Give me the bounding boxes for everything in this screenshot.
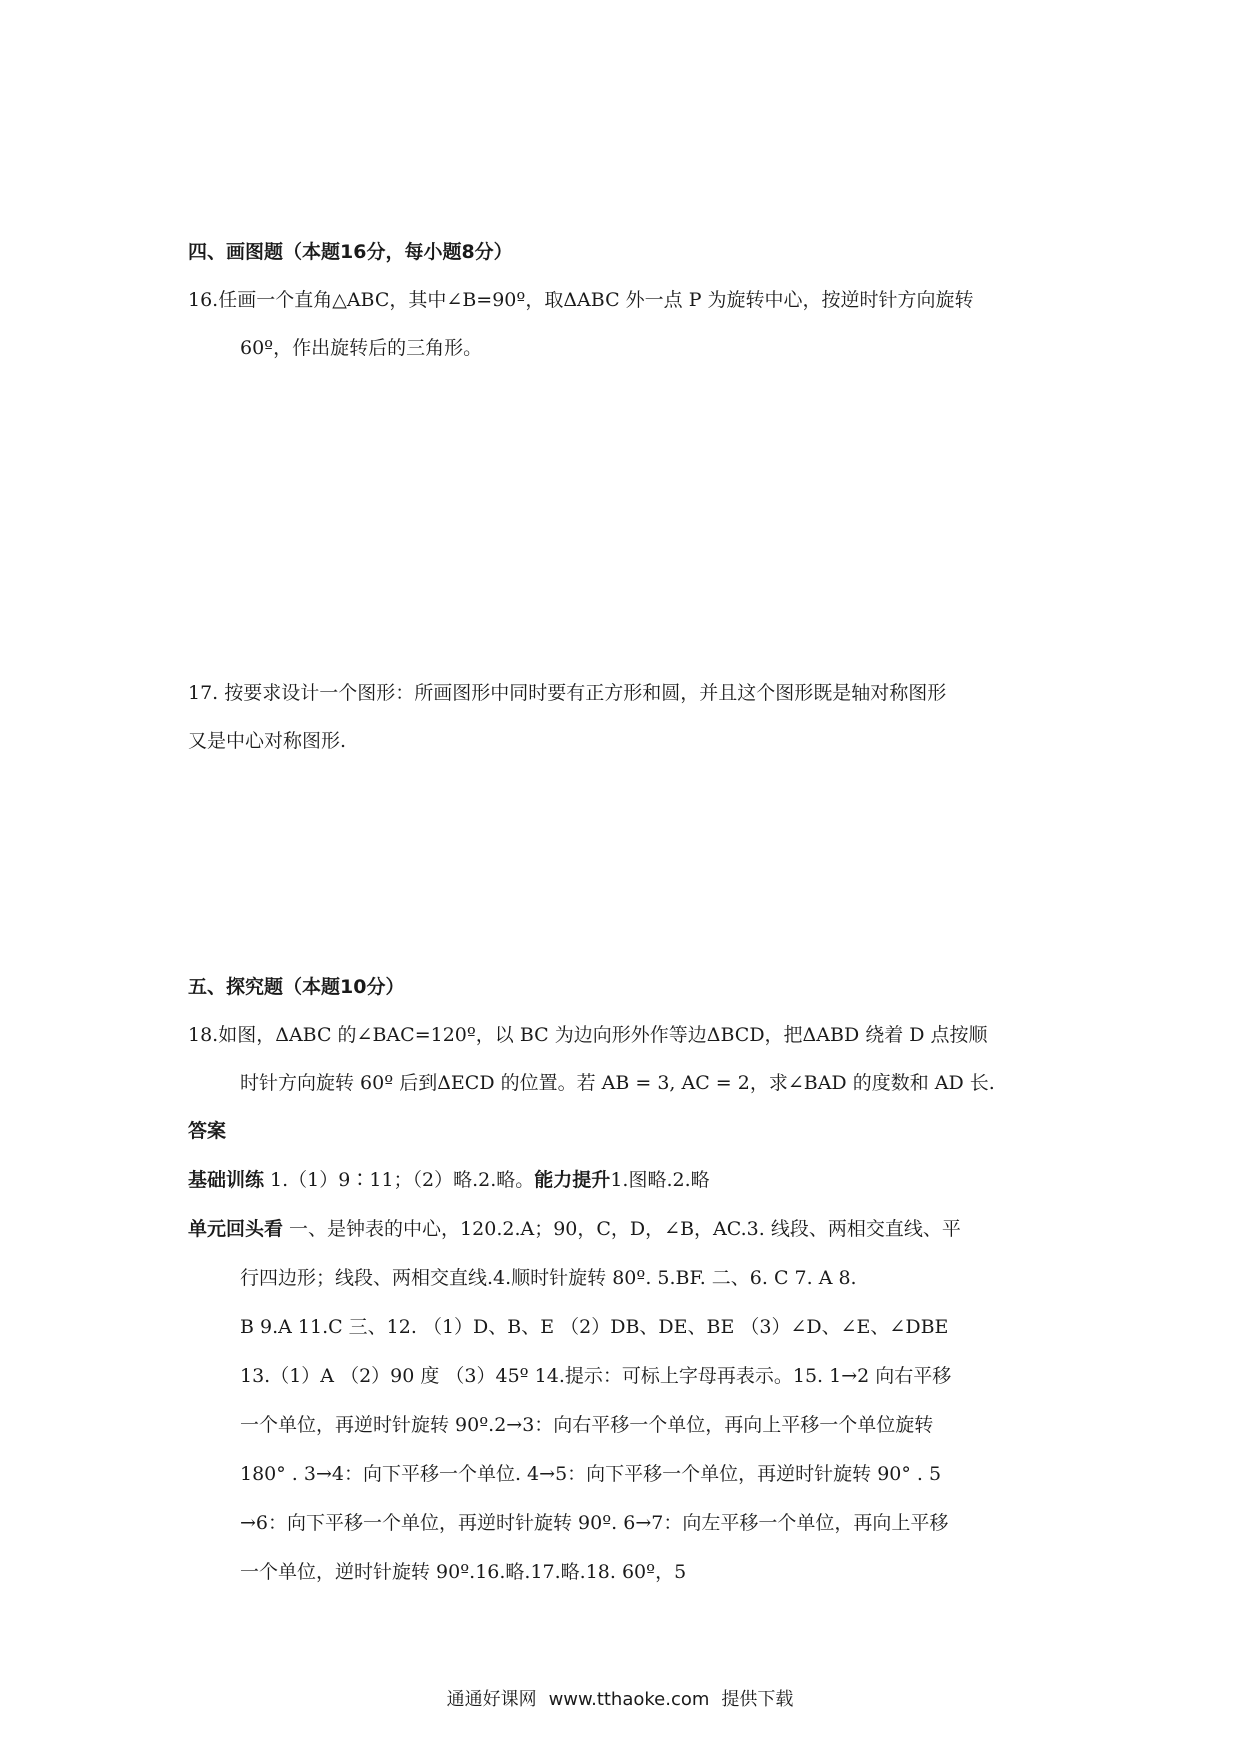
question-17-line2: 又是中心对称图形. [188, 730, 347, 752]
review-text-line1: 一、是钟表的中心，120.2.A；90，C，D，∠B，AC.3. 线段、两相交直线、平 [283, 1218, 961, 1240]
question-17-line1: 17. 按要求设计一个图形：所画图形中同时要有正方形和圆，并且这个图形既是轴对称图形 [188, 682, 947, 704]
review-text-line5: 一个单位，再逆时针旋转 90º.2→3：向右平移一个单位，再向上平移一个单位旋转 [240, 1414, 934, 1436]
footer-suffix: 提供下载 [721, 1689, 794, 1710]
question-18-line1: 18.如图，ΔABC 的∠BAC=120º，以 BC 为边向形外作等边ΔBCD，把ΔABD 绕着 D 点按顺 [188, 1024, 988, 1046]
question-16-line1: 16.任画一个直角△ABC，其中∠B=90º，取ΔABC 外一点 P 为旋转中心，按逆时针方向旋转 [188, 289, 974, 311]
footer-site-name: 通通好课网 [446, 1689, 537, 1710]
review-text-line6: 180° . 3→4：向下平移一个单位. 4→5：向下平移一个单位，再逆时针旋转 90° . 5 [240, 1463, 942, 1485]
basic-training-text: 1.（1）9∶11；（2）略.2.略。 [264, 1169, 535, 1191]
answers-heading: 答案 [188, 1120, 227, 1142]
ability-text: 1.图略.2.略 [610, 1169, 710, 1191]
answers-review-row [188, 1215, 961, 1243]
ability-label: 能力提升 [534, 1169, 611, 1191]
section5-heading: 五、探究题（本题10分） [188, 976, 405, 998]
review-text-line3: B 9.A 11.C 三、12. （1）D、B、E （2）DB、DE、BE （3）∠D、∠E、∠DBE [240, 1316, 949, 1338]
page-footer [0, 1685, 1240, 1711]
review-text-line7: →6：向下平移一个单位，再逆时针旋转 90º. 6→7：向左平移一个单位，再向上平移 [240, 1512, 949, 1534]
review-text-line8: 一个单位，逆时针旋转 90º.16.略.17.略.18. 60º，5 [240, 1561, 687, 1583]
answers-basic-row [188, 1166, 710, 1194]
review-text-line2: 行四边形；线段、两相交直线.4.顺时针旋转 80º. 5.BF. 二、6. C 7. A 8. [240, 1267, 857, 1289]
footer-url[interactable]: www.tthaoke.com [548, 1689, 710, 1710]
question-18-line2: 时针方向旋转 60º 后到ΔECD 的位置。若 AB = 3, AC = 2，求∠BAD 的度数和 AD 长. [240, 1072, 995, 1094]
review-text-line4: 13.（1）A （2）90 度 （3）45º 14.提示：可标上字母再表示。15. 1→2 向右平移 [240, 1365, 952, 1387]
question-16-line2: 60º，作出旋转后的三角形。 [240, 337, 483, 359]
section4-heading: 四、画图题（本题16分，每小题8分） [188, 241, 513, 263]
review-label: 单元回头看 [188, 1218, 284, 1240]
basic-training-label: 基础训练 [188, 1169, 265, 1191]
